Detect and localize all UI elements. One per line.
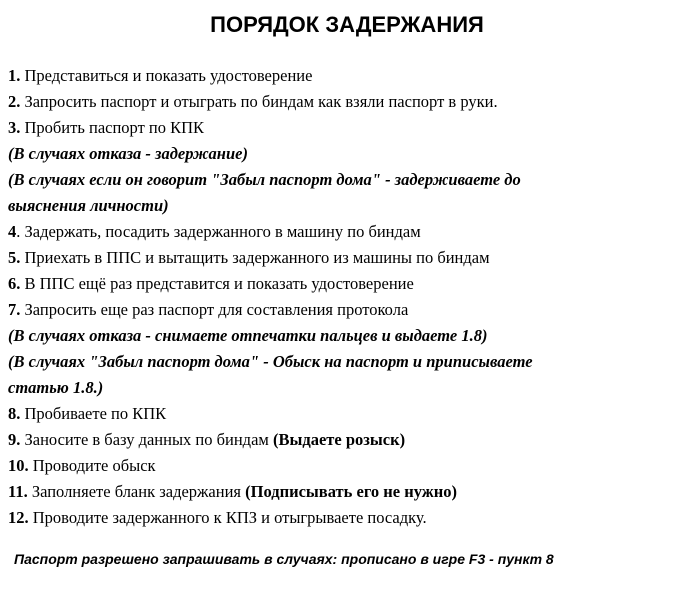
step-number: 8. — [8, 404, 21, 423]
step-text: Проводите задержанного к КПЗ и отыгрываете посадку. — [28, 508, 427, 527]
step-text: Запросить паспорт и отыграть по биндам как взяли паспорт в руки. — [20, 92, 498, 111]
step-7-forgot-note-line-2: статью 1.8.) — [8, 378, 104, 397]
footer-note: Паспорт разрешено запрашивать в случаях: прописано в игре F3 - пункт 8 — [14, 551, 554, 567]
step-number: 6. — [8, 274, 21, 293]
step-7-forgot-note-line-1: (В случаях "Забыл паспорт дома" - Обыск на паспорт и приписываете — [8, 352, 533, 371]
step-text: Представиться и показать удостоверение — [20, 66, 313, 85]
step-3-refusal-note: (В случаях отказа - задержание) — [8, 144, 248, 163]
step-7-refusal-note: (В случаях отказа - снимаете отпечатки пальцев и выдаете 1.8) — [8, 326, 488, 345]
step-3-forgot-note-line-2: выяснения личности) — [8, 196, 169, 215]
step-6 — [8, 271, 688, 297]
procedure-list — [8, 63, 688, 531]
step-number: 3. — [8, 118, 21, 137]
step-number: 12. — [8, 508, 29, 527]
step-text: Пробиваете по КПК — [20, 404, 167, 423]
step-number: 4 — [8, 222, 17, 241]
step-8 — [8, 401, 688, 427]
step-5 — [8, 245, 688, 271]
step-number: 5. — [8, 248, 21, 267]
step-text: В ППС ещё раз представится и показать удостоверение — [20, 274, 414, 293]
page-title: ПОРЯДОК ЗАДЕРЖАНИЯ — [210, 12, 484, 37]
step-text: Запросить еще раз паспорт для составления протокола — [20, 300, 409, 319]
step-7 — [8, 297, 688, 323]
step-number: 11. — [8, 482, 28, 501]
step-text: Приехать в ППС и вытащить задержанного из машины по биндам — [20, 248, 490, 267]
step-text: . Задержать, посадить задержанного в машину по биндам — [16, 222, 421, 241]
step-text: Пробить паспорт по КПК — [20, 118, 205, 137]
step-number: 1. — [8, 66, 21, 85]
step-3-forgot-note-line-1: (В случаях если он говорит "Забыл паспорт дома" - задерживаете до — [8, 170, 521, 189]
step-text: Заполняете бланк задержания — [27, 482, 246, 501]
step-3 — [8, 115, 688, 141]
step-emphasis: (Выдаете розыск) — [272, 430, 406, 449]
step-text: Заносите в базу данных по биндам — [20, 430, 273, 449]
step-12 — [8, 505, 688, 531]
step-9 — [8, 427, 688, 453]
step-2 — [8, 89, 688, 115]
step-number: 7. — [8, 300, 21, 319]
step-4 — [8, 219, 688, 245]
step-1 — [8, 63, 688, 89]
step-emphasis: (Подписывать его не нужно) — [245, 482, 457, 501]
step-10 — [8, 453, 688, 479]
step-number: 2. — [8, 92, 21, 111]
step-number: 10. — [8, 456, 29, 475]
step-11 — [8, 479, 688, 505]
step-text: Проводите обыск — [28, 456, 156, 475]
step-number: 9. — [8, 430, 21, 449]
